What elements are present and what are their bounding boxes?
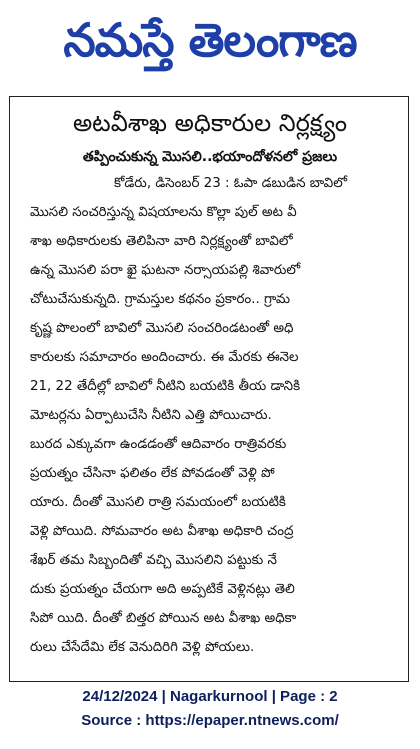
footer-date-edition: 24/12/2024 | Nagarkurnool | Page : 2	[82, 688, 338, 705]
footer-source: Source : https://epaper.ntnews.com/	[81, 712, 339, 729]
body-line: బురద ఎక్కువగా ఉండడంతో ఆదివారం రాత్రివరకు	[30, 437, 287, 452]
article-body	[30, 169, 394, 662]
body-line: రులు చేసేదేమి లేక వెనుదిరిగి వెళ్లి పోయలు.	[30, 640, 255, 655]
body-line: యారు. దీంతో మొసలి రాత్రి సమయంలో బయటికి	[30, 495, 286, 510]
article-subhead: తప్పించుకున్న మొసలి..భయాందోళనలో ప్రజలు	[82, 149, 338, 165]
body-line: ప్రయత్నం చేసినా ఫలితం లేక పోవడంతో వెళ్లి పో	[30, 466, 275, 481]
body-line: దుకు ప్రయత్నం చేయగా అది అప్పటికే వెళ్లినట్లు తెలి	[30, 582, 295, 597]
body-line: వెళ్లి పోయిది. సోమవారం అట వీశాఖ అధికారి చంద్ర	[30, 524, 294, 539]
newspaper-title: నమస్తే తెలంగాణ	[63, 13, 357, 67]
body-line: కృష్ణ పొలంలో బావిలో మొసలి సంచరిండటంతో అధి	[30, 321, 294, 336]
body-line: శేఖర్ తమ సిబ్బందితో వచ్చి మొసలిని పట్టుకు నే	[30, 553, 277, 568]
body-line: శాఖ అధికారులకు తెలిపినా వారి నిర్లక్ష్యంతో బావిలో	[30, 234, 293, 249]
body-line: మొసలి సంచరిస్తున్న విషయాలను కొల్లా పుల్ అట వీ	[30, 205, 297, 220]
body-line: సిపో యిది. దీంతో బిత్తర పోయిన అట వీశాఖ అధికా	[30, 611, 297, 626]
body-line: కోడేరు, డిసెంబర్ 23 : ఓపా డబుడిన బావిలో	[114, 176, 347, 191]
masthead	[0, 0, 420, 80]
article-headline: అటవీశాఖ అధికారుల నిర్లక్ష్యం	[72, 109, 348, 137]
body-line: 21, 22 తేదీల్లో బావిలో నీటిని బయటికి తీయ డానికి	[30, 379, 301, 394]
body-line: ఉన్న మొసలి పరా ఖై ఘటనా నర్సాయపల్లి శివారులో	[30, 263, 301, 278]
body-line: కారులకు సమాచారం అందించారు. ఈ మేరకు ఈనెల	[30, 350, 299, 365]
article-clipping	[9, 96, 409, 682]
body-line: మోటర్లను ఏర్పాటుచేసి నీటిని ఎత్తి పోయిచారు.	[30, 408, 272, 423]
body-line: చోటుచేసుకున్నది. గ్రామస్తుల కథనం ప్రకారం.. గ్రామ	[30, 292, 291, 307]
